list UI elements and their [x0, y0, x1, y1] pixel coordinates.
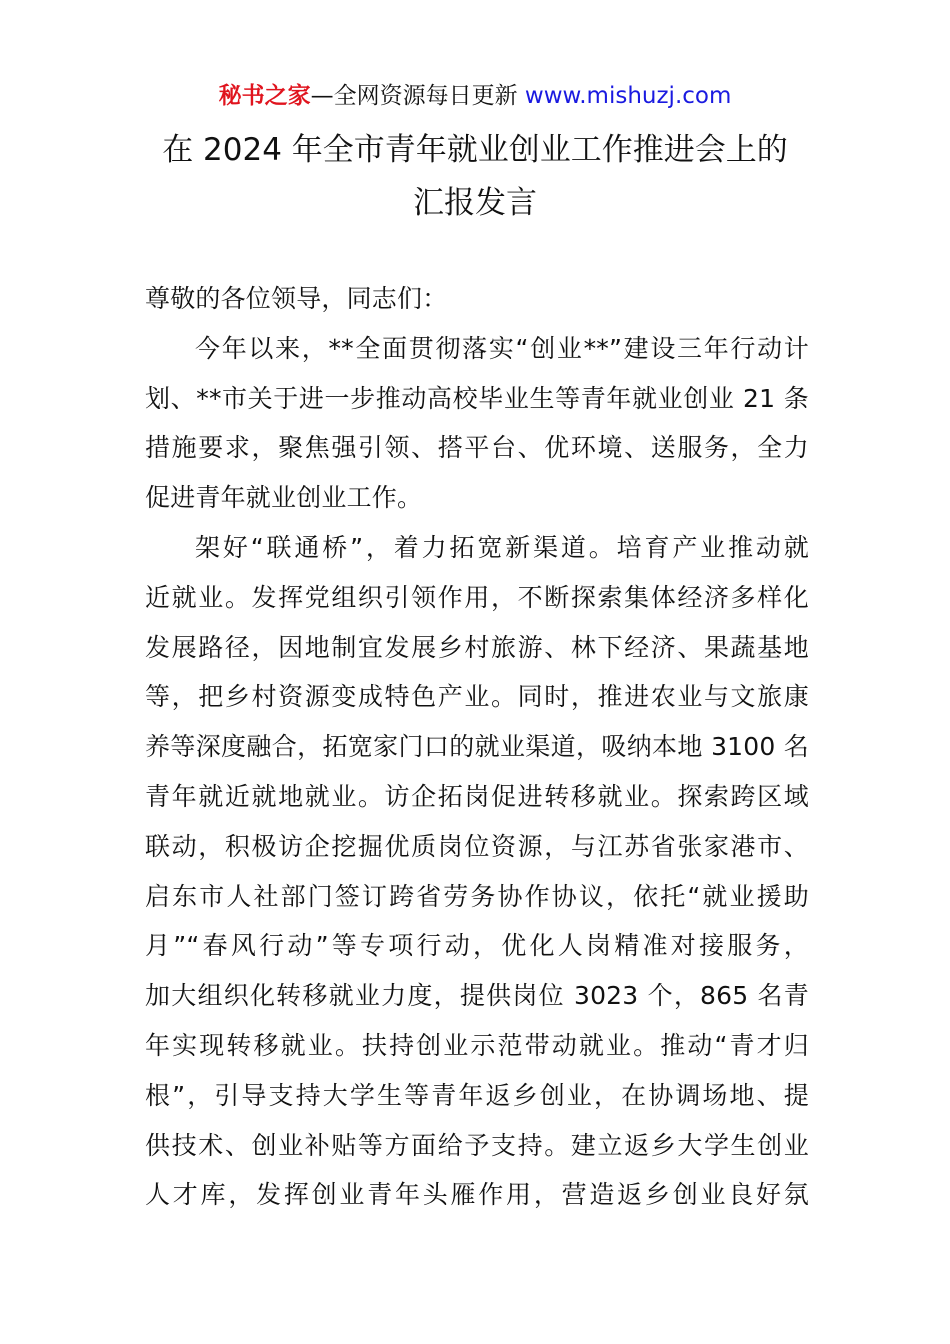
- body-line: 年实现转移就业。扶持创业示范带动就业。推动“青才归: [145, 1030, 809, 1060]
- body-line: 等，把乡村资源变成特色产业。同时，推进农业与文旅康: [145, 682, 809, 712]
- document-title-line-1: 在 2024 年全市青年就业创业工作推进会上的: [162, 132, 788, 168]
- salutation: 尊敬的各位领导，同志们：: [145, 284, 448, 313]
- site-url-link[interactable]: www.mishuzj.com: [524, 83, 732, 109]
- document-title-line-2: 汇报发言: [413, 185, 537, 221]
- body-line: 近就业。发挥党组织引领作用，不断探索集体经济多样化: [145, 582, 809, 612]
- body-line: 人才库，发挥创业青年头雁作用，营造返乡创业良好氛: [145, 1180, 809, 1210]
- body-line: 措施要求，聚焦强引领、搭平台、优环境、送服务，全力: [145, 433, 809, 463]
- site-brand: 秘书之家: [218, 83, 311, 109]
- body-line: 划、**市关于进一步推动高校毕业生等青年就业创业 21 条: [145, 383, 809, 413]
- body-line: 根”，引导支持大学生等青年返乡创业，在协调场地、提: [145, 1080, 809, 1110]
- body-line: 联动，积极访企挖掘优质岗位资源，与江苏省张家港市、: [145, 831, 809, 861]
- body-line: 青年就近就地就业。访企拓岗促进转移就业。探索跨区域: [145, 781, 809, 811]
- body-line: 养等深度融合，拓宽家门口的就业渠道，吸纳本地 3100 名: [145, 732, 809, 762]
- body-line: 供技术、创业补贴等方面给予支持。建立返乡大学生创业: [145, 1130, 809, 1160]
- body-line: 架好“联通桥”，着力拓宽新渠道。培育产业推动就: [195, 532, 809, 562]
- document-body: [145, 274, 809, 1220]
- body-line: 启东市人社部门签订跨省劳务协作协议，依托“就业援助: [145, 881, 809, 911]
- document-title: [0, 124, 950, 230]
- body-line: 发展路径，因地制宜发展乡村旅游、林下经济、果蔬基地: [145, 632, 809, 662]
- body-line: 促进青年就业创业工作。: [145, 483, 423, 513]
- body-line: 月”“春风行动”等专项行动，优化人岗精准对接服务，: [145, 931, 809, 961]
- body-line: 加大组织化转移就业力度，提供岗位 3023 个，865 名青: [145, 981, 809, 1011]
- body-line: 今年以来，**全面贯彻落实“创业**”建设三年行动计: [195, 333, 809, 363]
- site-tagline: —全网资源每日更新: [310, 83, 525, 109]
- site-header: [0, 80, 950, 112]
